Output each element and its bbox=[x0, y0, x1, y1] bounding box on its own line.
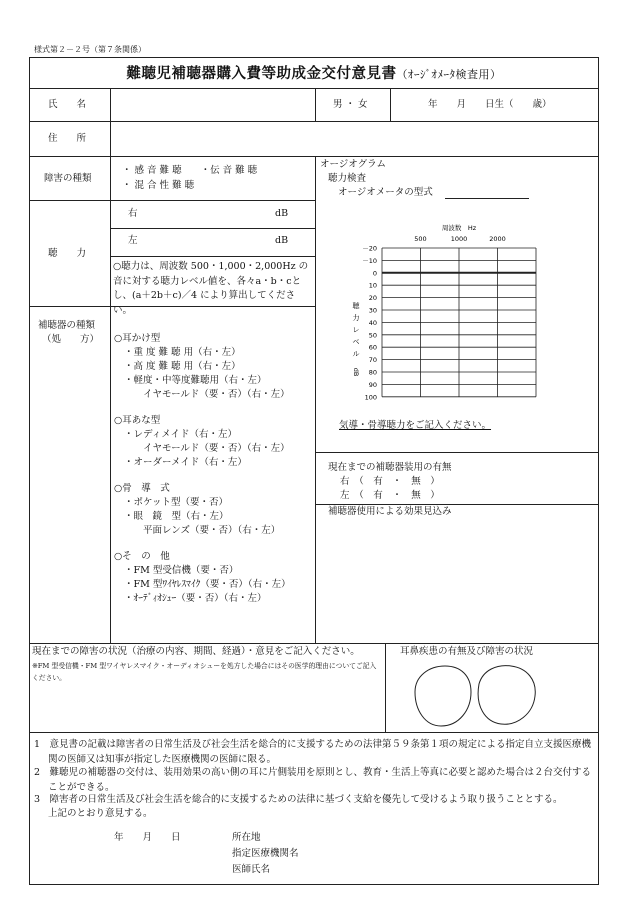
name-label: 氏 名 bbox=[48, 99, 87, 110]
rule bbox=[29, 732, 599, 733]
audiogram-level-tick: 80 bbox=[368, 368, 377, 377]
note-item bbox=[34, 793, 594, 808]
audiogram-chart bbox=[318, 214, 596, 414]
audiogram-yaxis-char: レ bbox=[352, 326, 360, 334]
device-option: ・ｵｰﾃﾞｨｵｼｭｰ（要・否）（右・左） bbox=[124, 593, 267, 604]
device-option: ・レディメイド（右・左） bbox=[124, 429, 238, 440]
audiogram-freq-tick: 1000 bbox=[450, 235, 468, 243]
audiogram-freq-tick: 2000 bbox=[489, 235, 506, 243]
rule bbox=[110, 88, 111, 306]
gender-label: 男 ・ 女 bbox=[333, 99, 368, 110]
audiogram-grid bbox=[382, 248, 536, 397]
rule bbox=[315, 452, 599, 453]
device-option: 平面レンズ（要・否）（右・左） bbox=[124, 525, 281, 536]
audiogram-level-tick: 60 bbox=[368, 343, 377, 352]
status-label: 現在までの障害の状況（治療の内容、期間、経過）・意見をご記入ください。 bbox=[32, 646, 360, 657]
rule bbox=[29, 643, 599, 644]
rule bbox=[29, 88, 599, 89]
status-note: ※FM 型受信機・FM 型ワイヤレスマイク・オーディオシューを処方した場合にはその医学的理由についてご記入ください。 bbox=[32, 662, 377, 682]
ear-drawing bbox=[405, 662, 545, 730]
hearing-note: ○聴力は、周波数 500・1,000・2,000Hz の音に対する聴力レベル値を、各々a・b・cとし、(a＋2b＋c)／4 により算出してください。 bbox=[113, 261, 309, 317]
db-unit: dB bbox=[275, 208, 289, 219]
device-type-label-sub: （処 方） bbox=[42, 334, 100, 345]
rule bbox=[29, 156, 599, 157]
device-group-head: ○耳あな型 bbox=[114, 415, 161, 426]
location-label: 所在地 bbox=[232, 832, 261, 843]
audiogram-level-tick: 70 bbox=[368, 356, 377, 365]
audiogram-freq-label: 周波数 Hz bbox=[441, 224, 477, 232]
note-text: 3 障害者の日常生活及び社会生活を総合的に支援するための法律に基づく支給を優先して受けるよう取り扱うこととする。 bbox=[34, 794, 563, 805]
date-label: 年 月 日 bbox=[114, 832, 181, 843]
device-option: ・ポケット型（要・否） bbox=[124, 497, 229, 508]
device-option: ・重 度 難 聴 用（右・左） bbox=[124, 347, 241, 358]
audiometer-model-label: オージオメータの型式 bbox=[338, 187, 433, 198]
hearing-label: 聴 力 bbox=[48, 248, 87, 259]
audiogram-level-tick: 90 bbox=[368, 380, 377, 389]
note-text: 1 意見書の記載は障害者の日常生活及び社会生活を総合的に支援するための法律第５９条第１項の規定による指定自立支援医療機関の医師又は知事が指定した医療機関の医師に限る。 bbox=[34, 739, 592, 765]
device-option: ・軽度・中等度難聴用（右・左） bbox=[124, 375, 267, 386]
disability-type-label: 障害の種類 bbox=[44, 173, 92, 184]
audiogram-level-tick: 40 bbox=[368, 318, 377, 327]
audiogram-level-tick: 100 bbox=[364, 393, 377, 402]
audiogram-level-tick: 30 bbox=[368, 306, 377, 315]
rule bbox=[110, 228, 315, 229]
note-text: 2 難聴児の補聴器の交付は、装用効果の高い側の耳に片側装用を原則とし、教育・生活上等真に必要と認めた場合は２台交付することができる。 bbox=[34, 767, 592, 793]
current-use-right: 右 （ 有 ・ 無 ） bbox=[340, 476, 440, 487]
audiogram-yaxis-char: 力 bbox=[352, 314, 360, 322]
effect-label: 補聴器使用による効果見込み bbox=[328, 506, 452, 517]
current-use-left: 左 （ 有 ・ 無 ） bbox=[340, 490, 440, 501]
device-option: イヤモールド（要・否）（右・左） bbox=[124, 443, 290, 454]
rule bbox=[315, 156, 316, 643]
audiogram-level-tick: －10 bbox=[362, 256, 377, 265]
right-ear-label: 右 bbox=[128, 208, 138, 219]
rule bbox=[390, 88, 391, 121]
hearing-test-label: 聴力検査 bbox=[328, 173, 367, 184]
device-group-head: ○そ の 他 bbox=[114, 551, 170, 562]
title-sub: （ｵｰｼﾞｵﾒｰﾀ検査用） bbox=[396, 68, 502, 81]
left-ear-label: 左 bbox=[128, 235, 138, 246]
rule bbox=[385, 643, 386, 732]
birth-label: 年 月 日生（ 歳） bbox=[428, 99, 552, 110]
ear-status-label: 耳鼻疾患の有無及び障害の状況 bbox=[400, 646, 534, 657]
rule bbox=[110, 306, 111, 643]
note-item bbox=[34, 738, 594, 767]
note-item bbox=[34, 766, 594, 795]
device-option: ・オーダーメイド（右・左） bbox=[124, 457, 247, 468]
disability-type-option: ・ 混 合 性 難 聴 bbox=[122, 180, 195, 191]
audiogram-yaxis-char: 聴 bbox=[352, 302, 360, 310]
rule bbox=[29, 200, 315, 201]
institution-label: 指定医療機関名 bbox=[232, 848, 299, 859]
audiogram-level-tick: 50 bbox=[368, 331, 377, 340]
device-group-head: ○耳かけ型 bbox=[114, 333, 161, 344]
audiometer-model-field[interactable] bbox=[445, 198, 529, 199]
audiogram-level-tick: 20 bbox=[368, 294, 377, 303]
device-option: ・眼 鏡 型（右・左） bbox=[124, 511, 229, 522]
db-unit: dB bbox=[275, 235, 289, 246]
device-option: イヤモールド（要・否）（右・左） bbox=[124, 389, 290, 400]
device-option: ・FM 型受信機（要・否） bbox=[124, 565, 239, 576]
device-option: ・FM 型ﾜｲﾔﾚｽﾏｲｸ（要・否）（右・左） bbox=[124, 579, 291, 590]
rule bbox=[29, 121, 599, 122]
rule bbox=[315, 504, 599, 505]
address-label: 住 所 bbox=[48, 133, 87, 144]
audiogram-yaxis-char: ベ bbox=[352, 338, 360, 346]
title-main: 難聴児補聴器購入費等助成金交付意見書 bbox=[126, 65, 397, 82]
conduction-note: 気導・骨導聴力をご記入ください。 bbox=[339, 420, 492, 431]
current-use-label: 現在までの補聴器装用の有無 bbox=[328, 462, 452, 473]
certify-text: 上記のとおり意見する。 bbox=[48, 808, 153, 819]
rule bbox=[110, 256, 315, 257]
audiogram-labels bbox=[352, 223, 506, 401]
audiogram-label: オージオグラム bbox=[320, 159, 387, 170]
form-number: 様式第２－２号（第７条関係） bbox=[34, 45, 146, 54]
disability-type-option: ・ 感 音 難 聴 ・伝 音 難 聴 bbox=[122, 165, 258, 176]
form-title bbox=[29, 62, 599, 83]
audiogram-level-tick: 0 bbox=[372, 269, 377, 278]
audiogram-level-tick: 10 bbox=[368, 281, 377, 290]
audiogram-freq-tick: 500 bbox=[414, 235, 427, 243]
left-ear-outline bbox=[415, 666, 471, 726]
device-option: ・高 度 難 聴 用（右・左） bbox=[124, 361, 241, 372]
device-type-label: 補聴器の種類 bbox=[38, 320, 96, 331]
audiogram-yaxis-char: ル bbox=[352, 350, 360, 358]
right-ear-outline bbox=[478, 666, 535, 725]
audiogram-yaxis-unit: dB bbox=[352, 367, 360, 377]
device-group-head: ○骨 導 式 bbox=[114, 483, 170, 494]
rule bbox=[315, 88, 316, 121]
doctor-label: 医師氏名 bbox=[232, 864, 271, 875]
audiogram-level-tick: －20 bbox=[362, 244, 377, 253]
